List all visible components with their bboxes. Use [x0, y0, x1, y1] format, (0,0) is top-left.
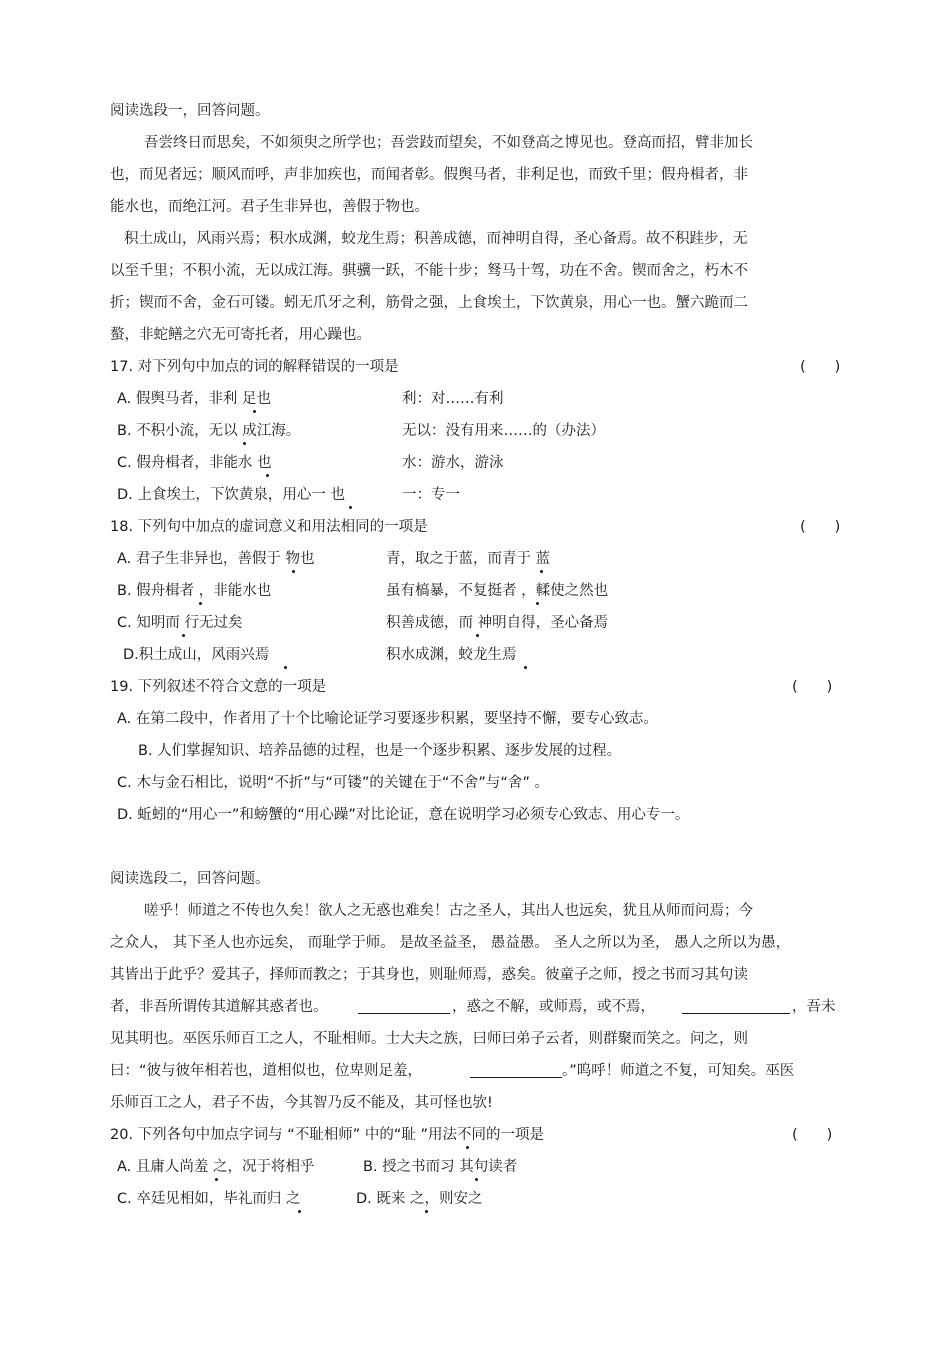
option-b-explanation: 无以：没有用来……的（办法） — [402, 423, 605, 439]
option-a: A. 且庸人尚羞 之，况于将相乎 — [117, 1159, 315, 1175]
passage2-line-segment: ，惑之不解，或师焉，或不焉， — [452, 999, 655, 1015]
option-b: B. 人们掌握知识、培养品德的过程，也是一个逐步积累、逐步发展的过程。 — [138, 743, 622, 759]
fill-in-blank[interactable] — [358, 1013, 450, 1014]
option-a: A. 君子生非异也，善假于 物也 — [117, 551, 315, 567]
passage2-line: 嗟乎！师道之不传也久矣！欲人之无惑也难矣！古之圣人，其出人也远矣，犹且从师而问焉；今 — [144, 903, 753, 919]
option-c: C. 假舟楫者，非能水 也 — [117, 455, 272, 471]
passage2-line-segment: ，吾未 — [792, 999, 836, 1015]
emphasis-dot — [253, 410, 256, 413]
emphasis-dot — [284, 666, 287, 669]
passage2-line: 其皆出于此乎？爱其子，择师而教之；于其身也，则耻师焉，惑矣。彼童子之师，授之书而习其句读 — [110, 967, 748, 983]
emphasis-dot — [536, 602, 539, 605]
emphasis-dot — [199, 602, 202, 605]
emphasis-dot — [466, 1146, 469, 1149]
answer-bracket: ( ) — [792, 679, 833, 695]
passage1-line: 积土成山，风雨兴焉；积水成渊，蛟龙生焉；积善成德，而神明自得，圣心备焉。故不积跬步，无 — [124, 231, 748, 247]
fill-in-blank[interactable] — [470, 1077, 562, 1078]
option-c: C. 木与金石相比，说明“不折”与“可镂”的关键在于“不舍”与“舍” 。 — [117, 775, 550, 791]
option-b-comparison: 虽有槁暴，不复挺者 ，輮使之然也 — [386, 583, 609, 599]
emphasis-dot — [182, 634, 185, 637]
emphasis-dot — [266, 474, 269, 477]
emphasis-dot — [292, 570, 295, 573]
option-d: D. 既来 之，则安之 — [356, 1191, 483, 1207]
passage2-line: 之众人， 其下圣人也亦远矣， 而耻学于师。 是故圣益圣， 愚益愚。 圣人之所以为圣， 愚人之所以为愚， — [110, 935, 791, 951]
question-17-stem: 17. 对下列句中加点的词的解释错误的一项是 — [110, 359, 399, 375]
option-d-comparison: 积水成渊，蛟龙生焉 — [386, 647, 517, 663]
option-c-explanation: 水：游水，游泳 — [402, 455, 504, 471]
option-a: A. 假舆马者，非利 足也 — [117, 391, 271, 407]
passage1-line: 吾尝终日而思矣，不如须臾之所学也；吾尝跂而望矣，不如登高之博见也。登高而招，臂非加长 — [144, 135, 753, 151]
option-c: C. 知明而 行无过矣 — [117, 615, 243, 631]
emphasis-dot — [476, 634, 479, 637]
option-a: A. 在第二段中，作者用了十个比喻论证学习要逐步积累，要坚持不懈，要专心致志。 — [117, 711, 658, 727]
emphasis-dot — [524, 666, 527, 669]
emphasis-dot — [425, 1210, 428, 1213]
passage1-line: 以至千里；不积小流，无以成江海。骐骥一跃，不能十步；驽马十驾，功在不舍。锲而舍之，朽木不 — [110, 263, 748, 279]
answer-bracket: ( ) — [792, 1127, 833, 1143]
option-d: D.积土成山，风雨兴焉 — [123, 647, 270, 663]
option-b: B. 假舟楫者 ，非能水也 — [117, 583, 272, 599]
option-d-explanation: 一：专一 — [402, 487, 460, 503]
passage2-line: 见其明也。巫医乐师百工之人，不耻相师。士大夫之族，曰师曰弟子云者，则群聚而笑之。问之，则 — [110, 1031, 748, 1047]
fill-in-blank[interactable] — [682, 1013, 790, 1014]
passage1-line: 折；锲而不舍，金石可镂。蚓无爪牙之利，筋骨之强，上食埃土，下饮黄泉，用心一也。蟹六跪而二 — [110, 295, 748, 311]
option-d: D. 上食埃土，下饮黄泉，用心一 也 — [117, 487, 345, 503]
emphasis-dot — [298, 1210, 301, 1213]
question-19-stem: 19. 下列叙述不符合文意的一项是 — [110, 679, 327, 695]
emphasis-dot — [540, 570, 543, 573]
passage1-line: 能水也，而绝江河。君子生非异也，善假于物也。 — [110, 199, 429, 215]
passage1-instruction: 阅读选段一，回答问题。 — [110, 103, 270, 119]
passage2-line-segment: 。”呜呼！师道之不复，可知矣。巫医 — [562, 1063, 795, 1079]
question-20-stem: 20. 下列各句中加点字词与 “不耻相师” 中的“耻 ”用法不同的一项是 — [110, 1127, 545, 1143]
passage2-line: 者，非吾所谓传其道解其惑者也。 — [110, 999, 328, 1015]
option-a-comparison: 青，取之于蓝，而青于 蓝 — [386, 551, 551, 567]
passage2-line: 乐师百工之人，君子不齿，今其智乃反不能及，其可怪也欤! — [110, 1095, 493, 1111]
passage1-line: 也，而见者远；顺风而呼，声非加疾也，而闻者彰。假舆马者，非利足也，而致千里；假舟楫者，非 — [110, 167, 748, 183]
option-c-comparison: 积善成德，而 神明自得，圣心备焉 — [386, 615, 609, 631]
emphasis-dot — [243, 442, 246, 445]
answer-bracket: ( ) — [800, 359, 841, 375]
answer-bracket: ( ) — [800, 519, 841, 535]
option-a-explanation: 利：对……有利 — [402, 391, 504, 407]
option-b: B. 不积小流，无以 成江海。 — [117, 423, 301, 439]
passage2-instruction: 阅读选段二，回答问题。 — [110, 871, 270, 887]
passage2-line: 曰：“彼与彼年相若也，道相似也，位卑则足羞， — [110, 1063, 423, 1079]
option-b: B. 授之书而习 其句读者 — [363, 1159, 518, 1175]
emphasis-dot — [215, 1178, 218, 1181]
passage1-line: 螯，非蛇鳝之穴无可寄托者，用心躁也。 — [110, 327, 371, 343]
emphasis-dot — [349, 506, 352, 509]
option-d: D. 蚯蚓的“用心一”和螃蟹的“用心躁”对比论证，意在说明学习必须专心致志、用心专一。 — [117, 807, 690, 823]
option-c: C. 卒廷见相如，毕礼而归 之 — [117, 1191, 301, 1207]
question-18-stem: 18. 下列句中加点的虚词意义和用法相同的一项是 — [110, 519, 428, 535]
emphasis-dot — [475, 1178, 478, 1181]
